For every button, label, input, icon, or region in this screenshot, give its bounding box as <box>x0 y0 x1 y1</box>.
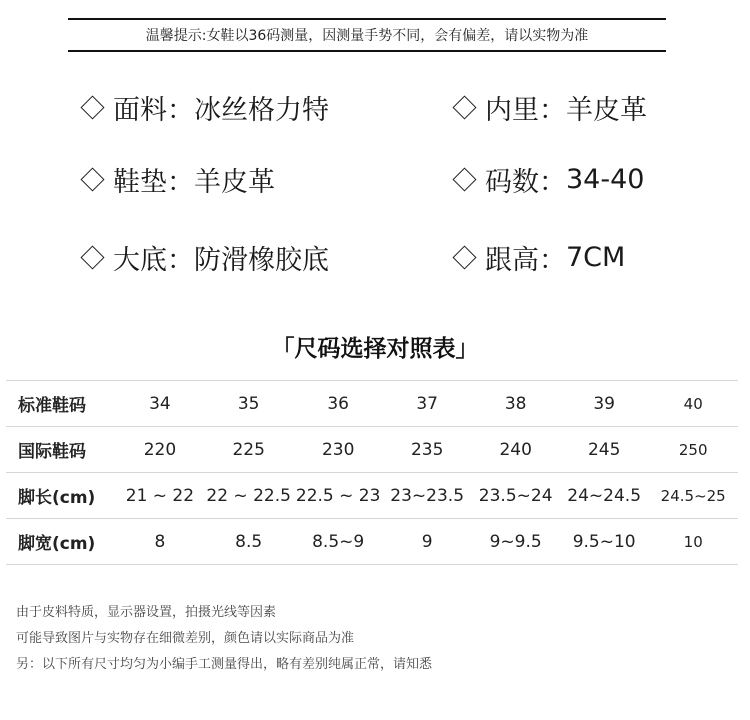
table-cell: 8 <box>116 519 204 565</box>
spec-label: 内里 <box>485 95 539 126</box>
spec-insole: 鞋垫 ： 羊皮革 <box>76 160 275 199</box>
diamond-icon <box>452 167 476 191</box>
spec-label: 码数 <box>485 167 539 198</box>
table-cell: 250 <box>648 427 738 473</box>
table-cell: 23.5~24 <box>471 473 560 519</box>
table-row <box>6 473 738 519</box>
diamond-icon <box>80 95 104 119</box>
spec-value: 防滑橡胶底 <box>194 245 329 276</box>
row-label: 标准鞋码 <box>6 381 116 427</box>
spec-label: 面料 <box>113 95 167 126</box>
diamond-icon <box>80 167 104 191</box>
size-table-title: 「尺码选择对照表」 <box>271 336 479 362</box>
spec-value: 羊皮革 <box>194 167 275 198</box>
table-cell: 23~23.5 <box>383 473 472 519</box>
spec-heel-height: 跟高 ： 7CM <box>448 238 625 277</box>
row-label: 脚宽(cm) <box>6 519 116 565</box>
row-label: 脚长(cm) <box>6 473 116 519</box>
row-label: 国际鞋码 <box>6 427 116 473</box>
diamond-icon <box>452 245 476 269</box>
table-cell: 36 <box>293 381 383 427</box>
size-chart-table <box>6 380 738 565</box>
table-cell: 22.5 ~ 23 <box>293 473 383 519</box>
table-cell: 220 <box>116 427 204 473</box>
table-cell: 240 <box>471 427 560 473</box>
table-cell: 22 ~ 22.5 <box>204 473 294 519</box>
spec-label: 跟高 <box>485 245 539 276</box>
table-cell: 9~9.5 <box>471 519 560 565</box>
table-cell: 38 <box>471 381 560 427</box>
table-cell: 24.5~25 <box>648 473 738 519</box>
table-cell: 245 <box>560 427 649 473</box>
table-cell: 225 <box>204 427 294 473</box>
table-cell: 24~24.5 <box>560 473 649 519</box>
table-cell: 9.5~10 <box>560 519 649 565</box>
table-row <box>6 519 738 565</box>
diamond-icon <box>80 245 104 269</box>
table-row <box>6 427 738 473</box>
spec-size-range: 码数 ： 34-40 <box>448 160 644 199</box>
table-cell: 8.5~9 <box>293 519 383 565</box>
spec-label: 鞋垫 <box>113 167 167 198</box>
table-cell: 230 <box>293 427 383 473</box>
spec-outsole: 大底 ： 防滑橡胶底 <box>76 238 329 277</box>
table-cell: 10 <box>648 519 738 565</box>
table-cell: 8.5 <box>204 519 294 565</box>
table-row <box>6 381 738 427</box>
table-cell: 37 <box>383 381 472 427</box>
table-cell: 35 <box>204 381 294 427</box>
notice-text: 温馨提示:女鞋以36码测量，因测量手势不同，会有偏差，请以实物为准 <box>145 28 589 44</box>
table-cell: 34 <box>116 381 204 427</box>
spec-value: 羊皮革 <box>566 95 647 126</box>
table-cell: 9 <box>383 519 472 565</box>
table-cell: 39 <box>560 381 649 427</box>
table-cell: 21 ~ 22 <box>116 473 204 519</box>
spec-value: 34-40 <box>566 164 645 195</box>
spec-material: 面料 ： 冰丝格力特 <box>76 88 329 127</box>
notice-banner <box>68 18 666 52</box>
spec-label: 大底 <box>113 245 167 276</box>
table-cell: 40 <box>648 381 738 427</box>
spec-value: 冰丝格力特 <box>194 95 329 126</box>
footnote-line: 另：以下所有尺寸均匀为小编手工测量得出，略有差别纯属正常，请知悉 <box>16 657 433 672</box>
footnote-line: 由于皮料特质，显示器设置，拍摄光线等因素 <box>16 605 277 620</box>
table-cell: 235 <box>383 427 472 473</box>
spec-value: 7CM <box>566 242 626 273</box>
footnotes <box>16 600 432 678</box>
footnote-line: 可能导致图片与实物存在细微差别，颜色请以实际商品为准 <box>16 631 355 646</box>
spec-lining: 内里 ： 羊皮革 <box>448 88 647 127</box>
diamond-icon <box>452 95 476 119</box>
